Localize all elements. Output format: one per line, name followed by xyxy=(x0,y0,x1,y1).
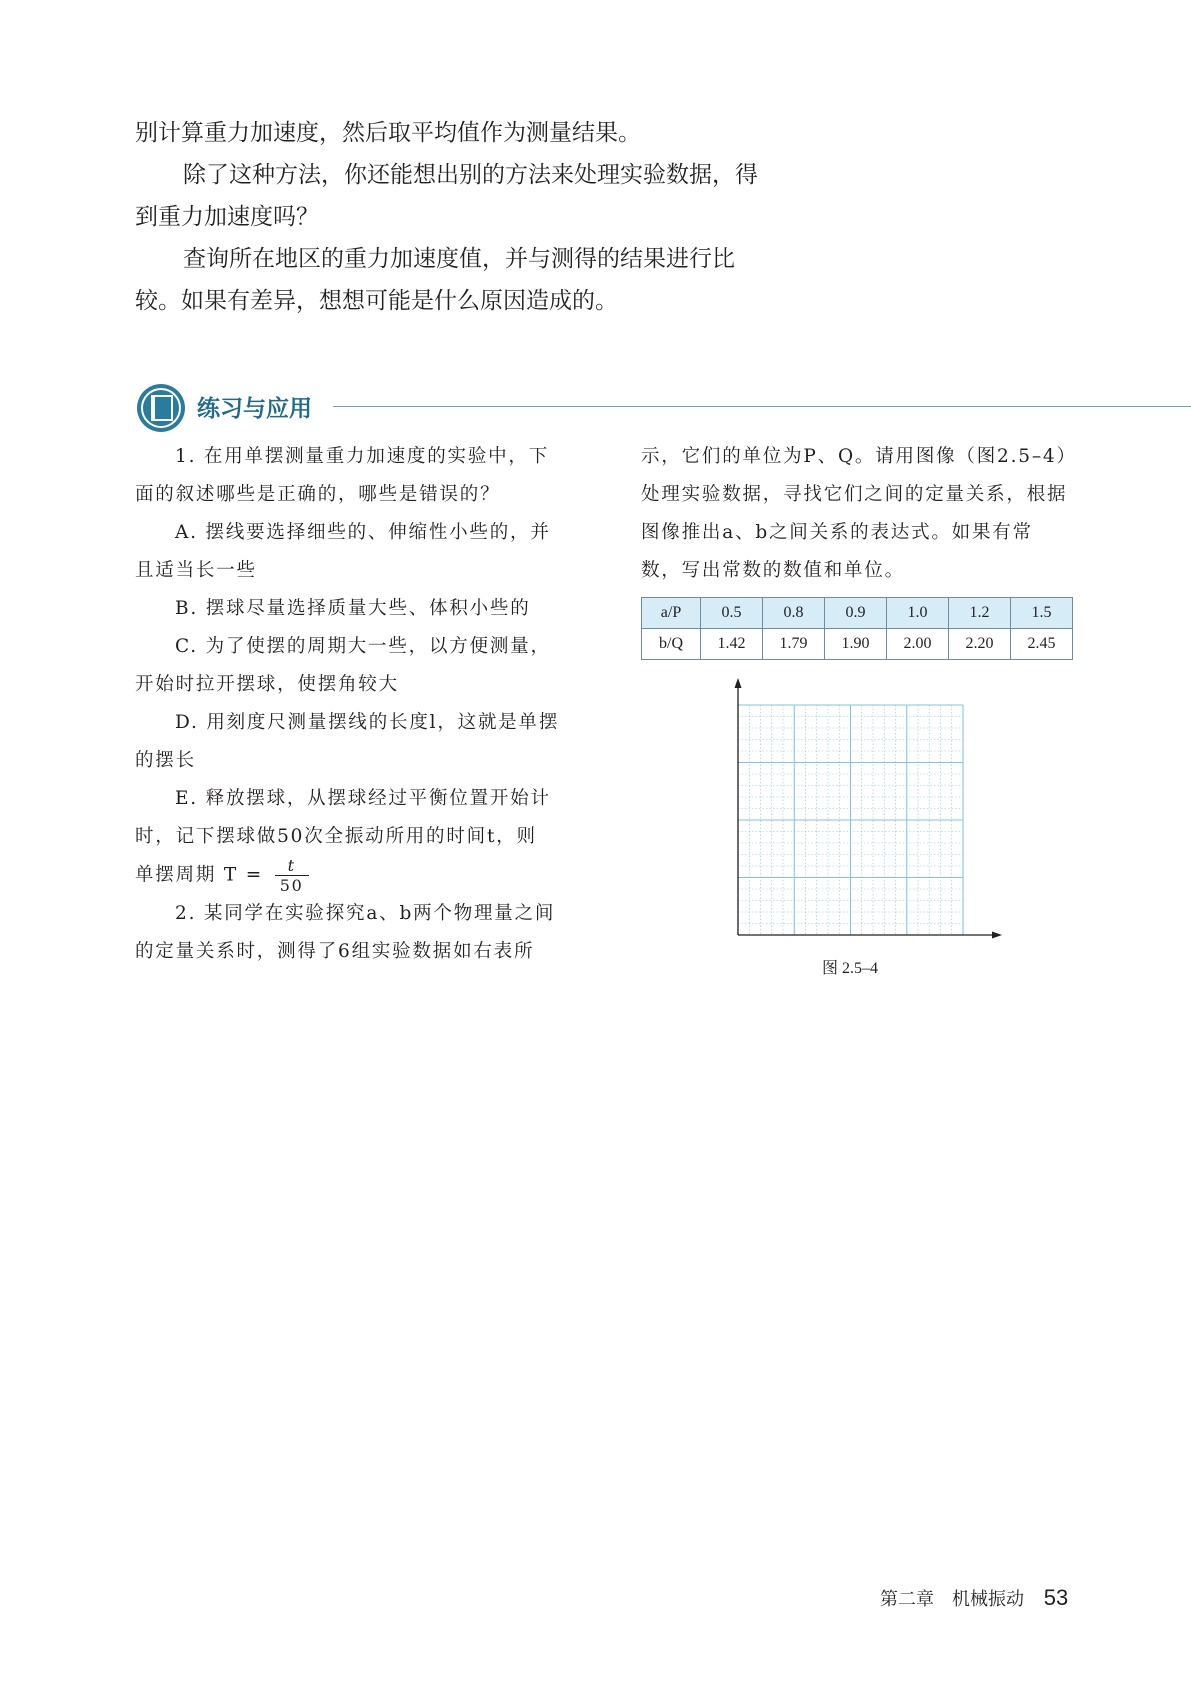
document-icon xyxy=(137,384,185,432)
fraction-numerator: t xyxy=(275,856,309,876)
graph-paper xyxy=(725,675,1007,945)
table-cell: 2.45 xyxy=(1011,629,1073,660)
option-b: B. 摆球尽量选择质量大些、体积小些的 xyxy=(175,598,531,619)
period-formula-label: 单摆周期 T = xyxy=(135,864,264,886)
intro-paragraph-3: 查询所在地区的重力加速度值，并与测得的结果进行比较。如果有差异，想想可能是什么原因造成的。 xyxy=(135,246,735,314)
table-cell: 0.5 xyxy=(701,598,763,629)
section-divider xyxy=(333,406,1191,407)
page-footer xyxy=(880,1585,1068,1611)
intro-paragraph-2: 除了这种方法，你还能想出别的方法来处理实验数据，得到重力加速度吗？ xyxy=(135,162,758,230)
row-b-label: b/Q xyxy=(642,629,701,660)
data-table xyxy=(641,597,1073,660)
table-cell: 1.79 xyxy=(763,629,825,660)
table-cell: 0.9 xyxy=(825,598,887,629)
table-row-b xyxy=(642,629,1073,660)
grid xyxy=(738,705,963,935)
row-a-label: a/P xyxy=(642,598,701,629)
option-e: E. 释放摆球，从摆球经过平衡位置开始计时，记下摆球做50次全振动所用的时间t，则 xyxy=(135,788,551,847)
y-axis-arrow-icon xyxy=(735,678,742,688)
option-d: D. 用刻度尺测量摆线的长度l，这就是单摆的摆长 xyxy=(135,712,560,771)
page-number: 53 xyxy=(1043,1585,1069,1610)
table-cell: 0.8 xyxy=(763,598,825,629)
table-cell: 1.2 xyxy=(949,598,1011,629)
fraction-denominator: 50 xyxy=(279,876,304,895)
left-column xyxy=(135,438,565,971)
intro-line-1: 别计算重力加速度，然后取平均值作为测量结果。 xyxy=(135,120,641,146)
period-formula xyxy=(135,856,565,895)
table-cell: 1.42 xyxy=(701,629,763,660)
question-2-stem: 2. 某同学在实验探究a、b两个物理量之间的定量关系时，测得了6组实验数据如右表所 xyxy=(135,903,556,962)
table-cell: 1.0 xyxy=(887,598,949,629)
table-cell: 1.5 xyxy=(1011,598,1073,629)
section-title: 练习与应用 xyxy=(197,396,312,422)
option-a: A. 摆线要选择细些的、伸缩性小些的，并且适当长一些 xyxy=(135,522,551,581)
table-row-a xyxy=(642,598,1073,629)
x-axis-arrow-icon xyxy=(992,932,1002,939)
question-1-stem: 1. 在用单摆测量重力加速度的实验中，下面的叙述哪些是正确的，哪些是错误的？ xyxy=(135,446,550,505)
table-cell: 2.00 xyxy=(887,629,949,660)
table-cell: 2.20 xyxy=(949,629,1011,660)
chapter-title: 第二章 机械振动 xyxy=(880,1589,1024,1610)
question-2-continued: 示，它们的单位为P、Q。请用图像（图2.5–4）处理实验数据，寻找它们之间的定量关系，根据图像推出a、b之间关系的表达式。如果有常数，写出常数的数值和单位。 xyxy=(641,446,1068,581)
table-cell: 1.90 xyxy=(825,629,887,660)
figure-caption: 图 2.5–4 xyxy=(822,960,879,977)
section-header xyxy=(137,384,1191,436)
intro-text xyxy=(135,112,775,322)
option-c: C. 为了使摆的周期大一些，以方便测量，开始时拉开摆球，使摆角较大 xyxy=(135,636,551,695)
fraction xyxy=(275,856,309,895)
right-column xyxy=(641,438,1071,590)
